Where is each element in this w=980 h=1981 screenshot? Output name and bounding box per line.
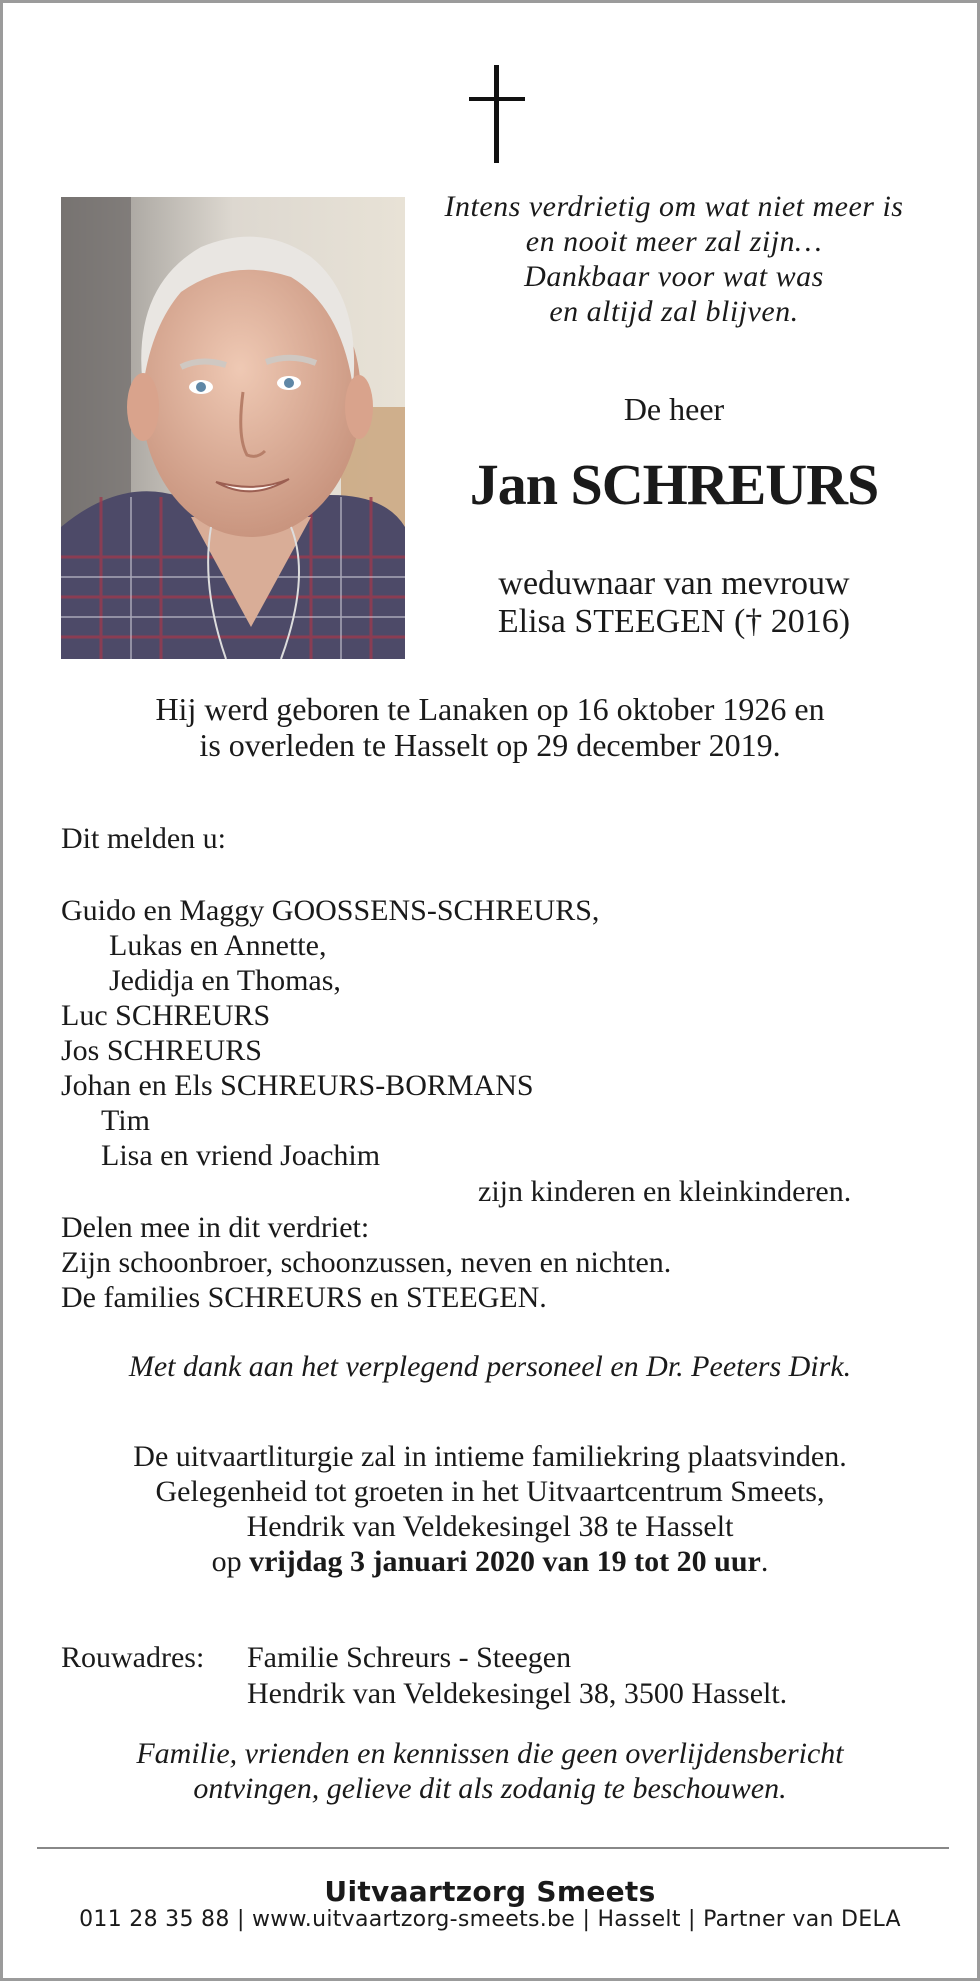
address-line-1: Familie Schreurs - Steegen	[247, 1641, 572, 1674]
poem-line: Intens verdrietig om wat niet meer is	[444, 190, 904, 223]
undertaker-name: Uitvaartzorg Smeets	[324, 1875, 656, 1908]
funeral-date-suffix: .	[760, 1545, 769, 1578]
family-member: Guido en Maggy GOOSSENS-SCHREURS,	[61, 894, 600, 927]
footnote-line-1: Familie, vrienden en kennissen die geen overlijdensbericht	[136, 1737, 844, 1770]
funeral-line-2: Gelegenheid tot groeten in het Uitvaartcentrum Smeets,	[155, 1475, 825, 1508]
share-line: Delen mee in dit verdriet:	[61, 1211, 370, 1244]
footnote-line-2: ontvingen, gelieve dit als zodanig te beschouwen.	[193, 1772, 787, 1805]
family-member: Luc SCHREURS	[61, 999, 271, 1032]
thanks-note: Met dank aan het verplegend personeel en Dr. Peeters Dirk.	[128, 1350, 852, 1383]
funeral-line-4	[3, 1544, 977, 1579]
widow-line-2: Elisa STEEGEN († 2016)	[497, 603, 851, 640]
poem-line: Dankbaar voor wat was	[524, 260, 824, 293]
footnote	[3, 1736, 977, 1806]
family-member: Lukas en Annette,	[109, 929, 327, 962]
family-member: Jedidja en Thomas,	[109, 964, 341, 997]
divider	[37, 1847, 949, 1849]
address-line-2: Hendrik van Veldekesingel 38, 3500 Hasselt.	[247, 1677, 788, 1710]
poem-line: en nooit meer zal zijn…	[525, 225, 823, 258]
mourning-address	[61, 1640, 787, 1712]
family-member: Jos SCHREURS	[61, 1034, 262, 1067]
family-list	[61, 893, 599, 1173]
share-line: Zijn schoonbroer, schoonzussen, neven en nichten.	[61, 1246, 672, 1279]
widow-note	[423, 565, 925, 641]
funeral-date-prefix: op	[211, 1545, 250, 1578]
family-member: Lisa en vriend Joachim	[101, 1139, 381, 1172]
family-member: Tim	[101, 1104, 150, 1137]
funeral-date: vrijdag 3 januari 2020 van 19 tot 20 uur	[249, 1545, 761, 1578]
family-member: Johan en Els SCHREURS-BORMANS	[61, 1069, 534, 1102]
funeral-line-1: De uitvaartliturgie zal in intieme familiekring plaatsvinden.	[133, 1440, 847, 1473]
undertaker-contact: 011 28 35 88 | www.uitvaartzorg-smeets.be | Hasselt | Partner van DELA	[79, 1907, 901, 1932]
funeral-line-3: Hendrik van Veldekesingel 38 te Hasselt	[246, 1510, 734, 1543]
kids-line: zijn kinderen en kleinkinderen.	[478, 1175, 852, 1208]
widow-line-1: weduwnaar van mevrouw	[498, 565, 850, 602]
share-block	[61, 1210, 671, 1315]
funeral-info	[3, 1439, 977, 1579]
poem-line: en altijd zal blijven.	[549, 295, 799, 328]
portrait-photo	[61, 197, 405, 659]
bio-line-1: Hij werd geboren te Lanaken op 16 oktober 1926 en	[155, 691, 825, 727]
deceased-name: Jan SCHREURS	[469, 452, 879, 517]
share-line: De families SCHREURS en STEEGEN.	[61, 1281, 547, 1314]
salutation: De heer	[623, 391, 725, 427]
poem	[423, 189, 925, 329]
announce-heading: Dit melden u:	[61, 822, 226, 855]
address-label: Rouwadres:	[61, 1641, 205, 1674]
cross-icon	[469, 65, 525, 163]
biography	[3, 691, 977, 763]
bio-line-2: is overleden te Hasselt op 29 december 2019.	[199, 727, 781, 763]
